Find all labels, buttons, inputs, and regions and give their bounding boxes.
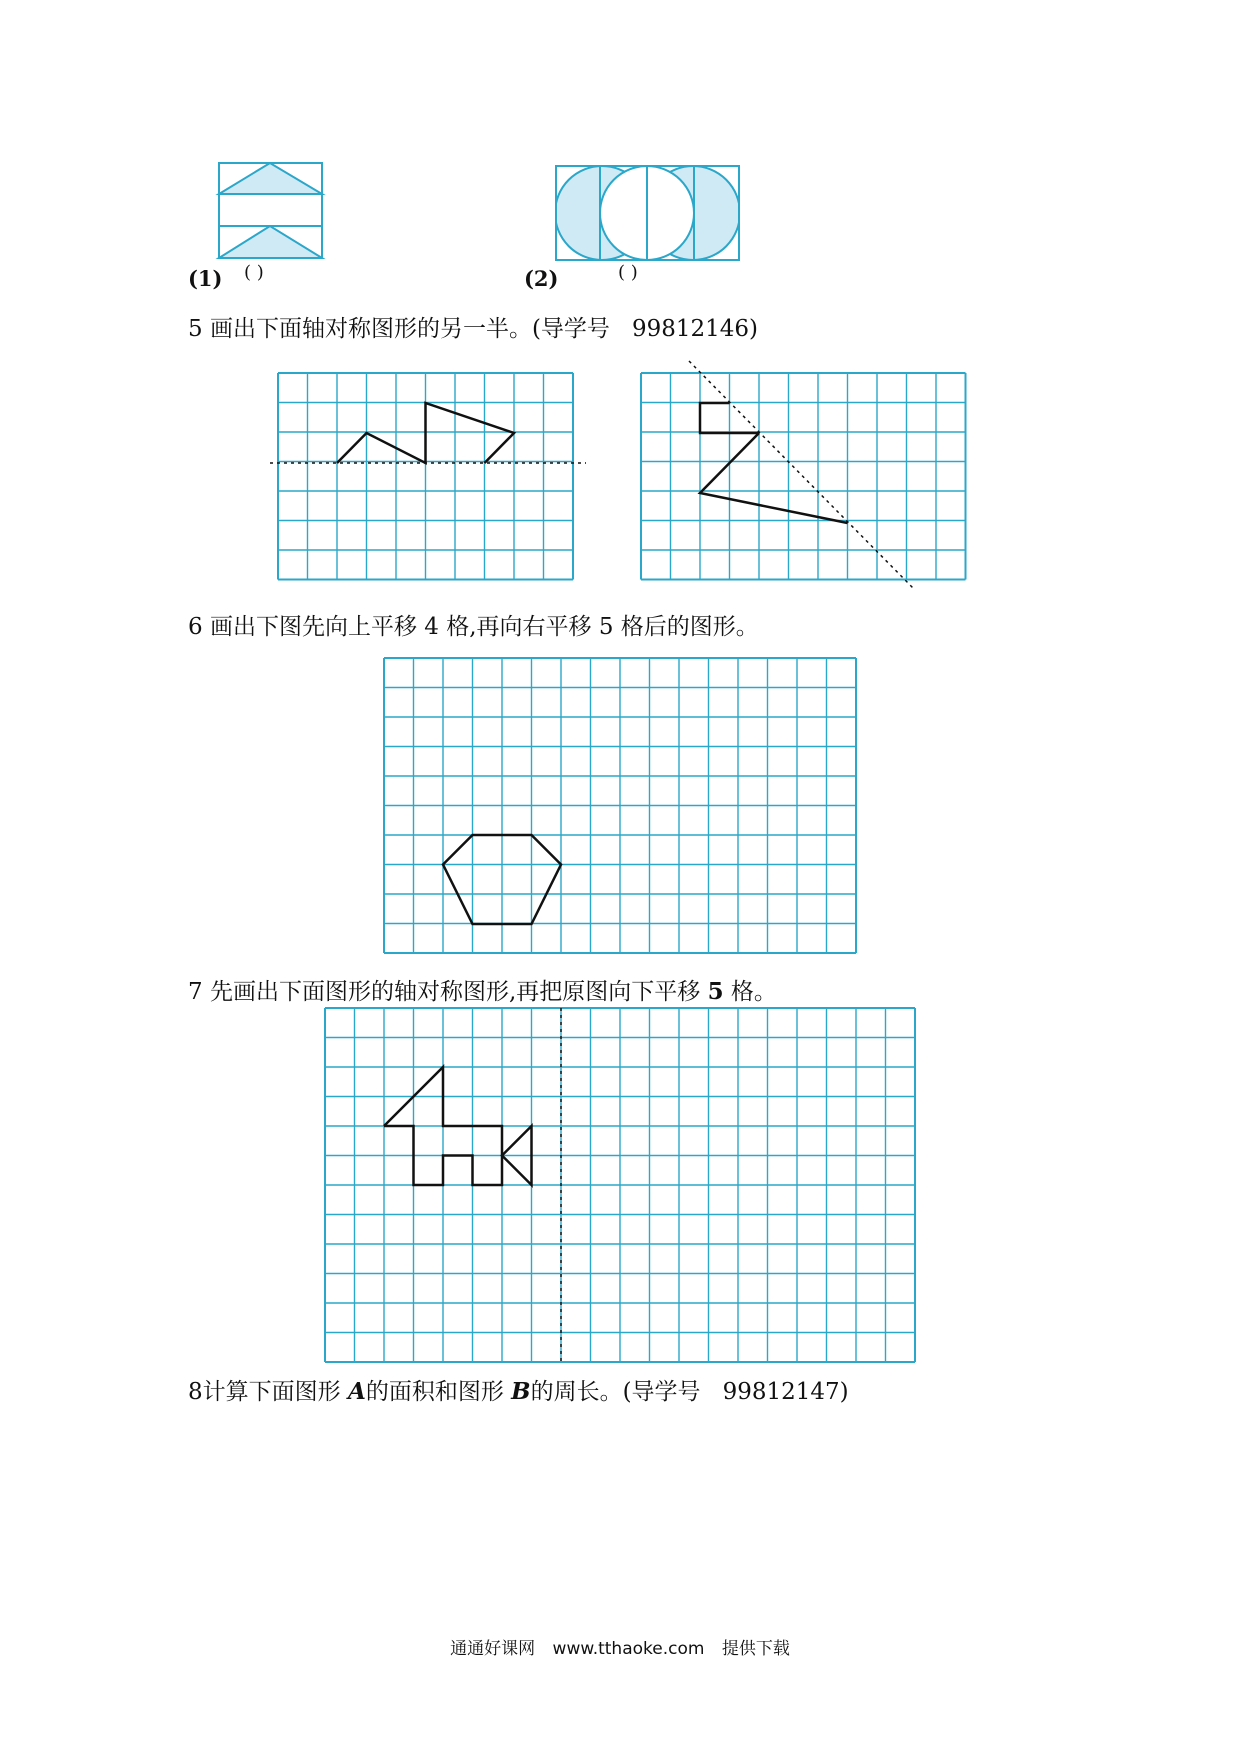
question-7 <box>188 980 777 1004</box>
question-7-text-a: 先画出下面图形的轴对称图形,再把原图向下平移 <box>209 979 701 1005</box>
question-6-text-c: 格后的图形。 <box>620 614 759 640</box>
grid-q5-left[interactable] <box>278 373 578 583</box>
grid-q7[interactable] <box>325 1008 920 1366</box>
question-6-text-b: 格,再向右平移 <box>446 614 592 640</box>
question-5-text: 画出下面轴对称图形的另一半。 <box>209 316 532 342</box>
question-6-number: 6 <box>188 614 203 640</box>
question-6-n2: 5 <box>598 614 614 640</box>
figure-2 <box>555 165 741 262</box>
figure-1-answer-blank[interactable]: ( ) <box>244 262 264 283</box>
question-6-n1: 4 <box>424 614 439 640</box>
footer-note: 提供下载 <box>721 1639 790 1659</box>
q7-animal-shape <box>384 1067 502 1185</box>
footer <box>0 1634 1240 1659</box>
figure-1-label: (1) <box>188 266 223 291</box>
question-8-figure-a: A <box>347 1378 366 1405</box>
question-8-text-b: 的面积和图形 <box>365 1379 504 1405</box>
figure-2-label: (2) <box>524 266 559 291</box>
q5-right-square <box>700 403 730 433</box>
question-7-text-b: 格。 <box>730 979 777 1005</box>
question-8-ref-number: 99812147 <box>722 1379 840 1405</box>
grid-q5-right[interactable] <box>641 373 971 583</box>
question-7-n1: 5 <box>707 978 724 1005</box>
question-5-ref-suffix: ) <box>749 316 758 342</box>
footer-site-name: 通通好课网 <box>450 1639 536 1659</box>
grid-q6[interactable] <box>384 658 859 956</box>
figure-1-bottom-triangle <box>219 226 322 258</box>
question-8-ref-prefix: (导学号 <box>622 1379 701 1405</box>
question-6-text-a: 画出下图先向上平移 <box>209 614 417 640</box>
figure-1-top-triangle <box>219 163 322 194</box>
question-5 <box>188 318 758 341</box>
question-8-text-a: 计算下面图形 <box>202 1379 341 1405</box>
question-7-number: 7 <box>188 979 203 1005</box>
question-5-number: 5 <box>188 316 203 342</box>
question-8-figure-b: B <box>511 1378 531 1405</box>
question-5-ref-number: 99812146 <box>631 316 750 342</box>
question-8-ref-suffix: ) <box>839 1379 849 1405</box>
question-5-ref-prefix: (导学号 <box>531 316 610 342</box>
question-6 <box>188 616 759 639</box>
figure-2-answer-blank[interactable]: ( ) <box>618 262 638 283</box>
question-8-number: 8 <box>188 1379 203 1405</box>
figure-1 <box>218 162 324 260</box>
question-8 <box>188 1380 849 1404</box>
q5-right-symmetry-axis <box>689 361 913 588</box>
footer-url[interactable]: www.tthaoke.com <box>552 1639 705 1659</box>
q5-left-shape <box>337 403 514 463</box>
question-8-text-c: 的周长。 <box>530 1379 623 1405</box>
